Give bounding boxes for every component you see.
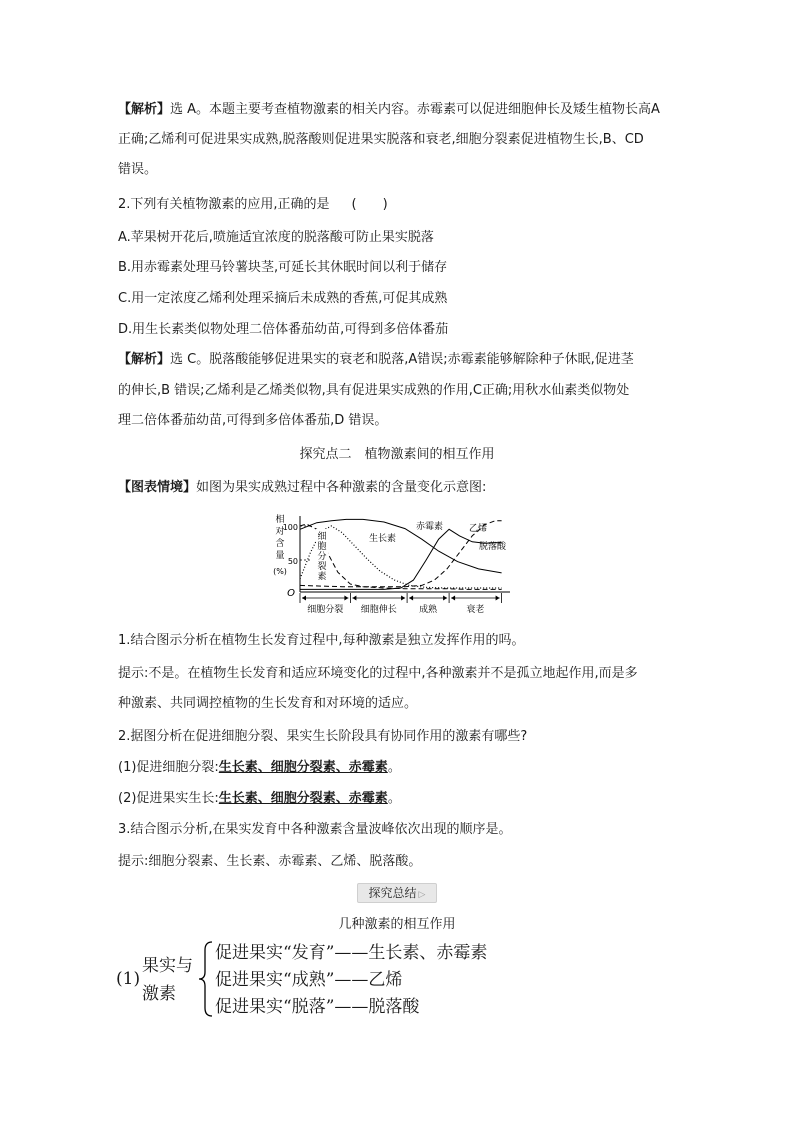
- q2-item-1: (1)促进细胞分裂:生长素、细胞分裂素、赤霉素。: [118, 760, 401, 775]
- stage-label-3: 衰老: [466, 605, 485, 615]
- figure-intro: 【图表情境】如图为果实成熟过程中各种激素的含量变化示意图:: [118, 480, 487, 495]
- stage-2: [409, 596, 447, 616]
- stage-0: [302, 596, 348, 616]
- y-tick-100: 100: [282, 523, 298, 532]
- answer-blank: 生长素、细胞分裂素、赤霉素: [218, 760, 388, 775]
- hormone-content-chart: [270, 508, 530, 620]
- answer-paren: ( ): [351, 197, 388, 212]
- q2-text: 2.据图分析在促进细胞分裂、果实生长阶段具有协同作用的激素有哪些?: [118, 729, 528, 744]
- q2-item-2: (2)促进果实生长:生长素、细胞分裂素、赤霉素。: [118, 791, 401, 806]
- svg-text:量: 量: [275, 551, 285, 561]
- analysis-1-line-3: 错误。: [118, 162, 158, 177]
- analysis-2-line-1: 【解析】选 C。脱落酸能够促进果实的衰老和脱落,A错误;赤霉素能够解除种子休眠,促进茎: [118, 352, 634, 367]
- option-d: D.用生长素类似物处理二倍体番茄幼苗,可得到多倍体番茄: [118, 322, 449, 337]
- q3-hint: 提示:细胞分裂素、生长素、赤霉素、乙烯、脱落酸。: [118, 854, 422, 869]
- figure-tag: 【图表情境】: [118, 480, 197, 495]
- series-label-2: 赤霉素: [416, 522, 444, 532]
- analysis-2-line-3: 理二倍体番茄幼苗,可得到多倍体番茄,D 错误。: [118, 413, 388, 428]
- stage-label-2: 成熟: [419, 605, 438, 615]
- summary-row-abscission: 促进果实“脱落”——脱落酸: [215, 997, 420, 1017]
- series-line-3: [300, 529, 502, 589]
- origin-label: O: [287, 588, 295, 599]
- svg-text:相: 相: [275, 515, 285, 525]
- answer-blank: 生长素、细胞分裂素、赤霉素: [218, 791, 388, 806]
- svg-text:对: 对: [275, 527, 285, 537]
- series-label-0: 细胞分裂素: [317, 532, 327, 582]
- summary-item-number: (1): [116, 969, 141, 989]
- stage-1: [352, 596, 405, 616]
- stage-label-1: 细胞伸长: [360, 605, 397, 615]
- option-c: C.用一定浓度乙烯利处理采摘后未成熟的香蕉,可促其成熟: [118, 291, 448, 306]
- option-b: B.用赤霉素处理马铃薯块茎,可延长其休眠时间以利于储存: [118, 260, 448, 275]
- analysis-tag: 【解析】: [118, 102, 171, 117]
- y-tick-50: 50: [287, 557, 298, 566]
- summary-brace: [198, 940, 214, 1018]
- analysis-2-line-2: 的伸长,B 错误;乙烯利是乙烯类似物,具有促进果实成熟的作用,C正确;用秋水仙素类似物处: [118, 383, 630, 398]
- analysis-tag: 【解析】: [118, 352, 171, 367]
- svg-text:含: 含: [275, 539, 285, 549]
- q1-hint-line-2: 种激素、共同调控植物的生长发育和对环境的适应。: [118, 696, 418, 711]
- stage-3: [451, 596, 500, 616]
- summary-badge: 探究总结 ▷: [357, 883, 437, 903]
- summary-title: 几种激素的相互作用: [338, 917, 456, 932]
- summary-group-line-2: 激素: [142, 984, 176, 1004]
- summary-row-develop: 促进果实“发育”——生长素、赤霉素: [215, 943, 488, 963]
- section-title: 探究点二 植物激素间的相互作用: [299, 447, 495, 462]
- option-a: A.苹果树开花后,喷施适宜浓度的脱落酸可防止果实脱落: [118, 230, 434, 245]
- series-label-1: 生长素: [369, 534, 397, 544]
- question-2-stem: 2.下列有关植物激素的应用,正确的是 ( ): [118, 197, 388, 212]
- summary-group-line-1: 果实与: [142, 956, 193, 976]
- q1-hint-line-1: 提示:不是。在植物生长发育和适应环境变化的过程中,各种激素并不是孤立地起作用,而是多: [118, 666, 638, 681]
- q3-text: 3.结合图示分析,在果实发育中各种激素含量波峰依次出现的顺序是。: [118, 822, 512, 837]
- analysis-1-line-2: 正确;乙烯利可促进果实成熟,脱落酸则促进果实脱落和衰老,细胞分裂素促进植物生长,B、CD: [118, 132, 644, 147]
- svg-text:(%): (%): [273, 567, 287, 576]
- q1-text: 1.结合图示分析在植物生长发育过程中,每种激素是独立发挥作用的吗。: [118, 633, 525, 648]
- analysis-1-line-1: 【解析】选 A。本题主要考查植物激素的相关内容。赤霉素可以促进细胞伸长及矮生植物长高A: [118, 102, 660, 117]
- summary-row-ripen: 促进果实“成熟”——乙烯: [215, 970, 403, 990]
- series-label-4: 脱落酸: [479, 542, 507, 552]
- stage-label-0: 细胞分裂: [307, 605, 344, 615]
- series-label-3: 乙烯: [469, 524, 488, 534]
- play-triangle-icon: ▷: [418, 890, 426, 900]
